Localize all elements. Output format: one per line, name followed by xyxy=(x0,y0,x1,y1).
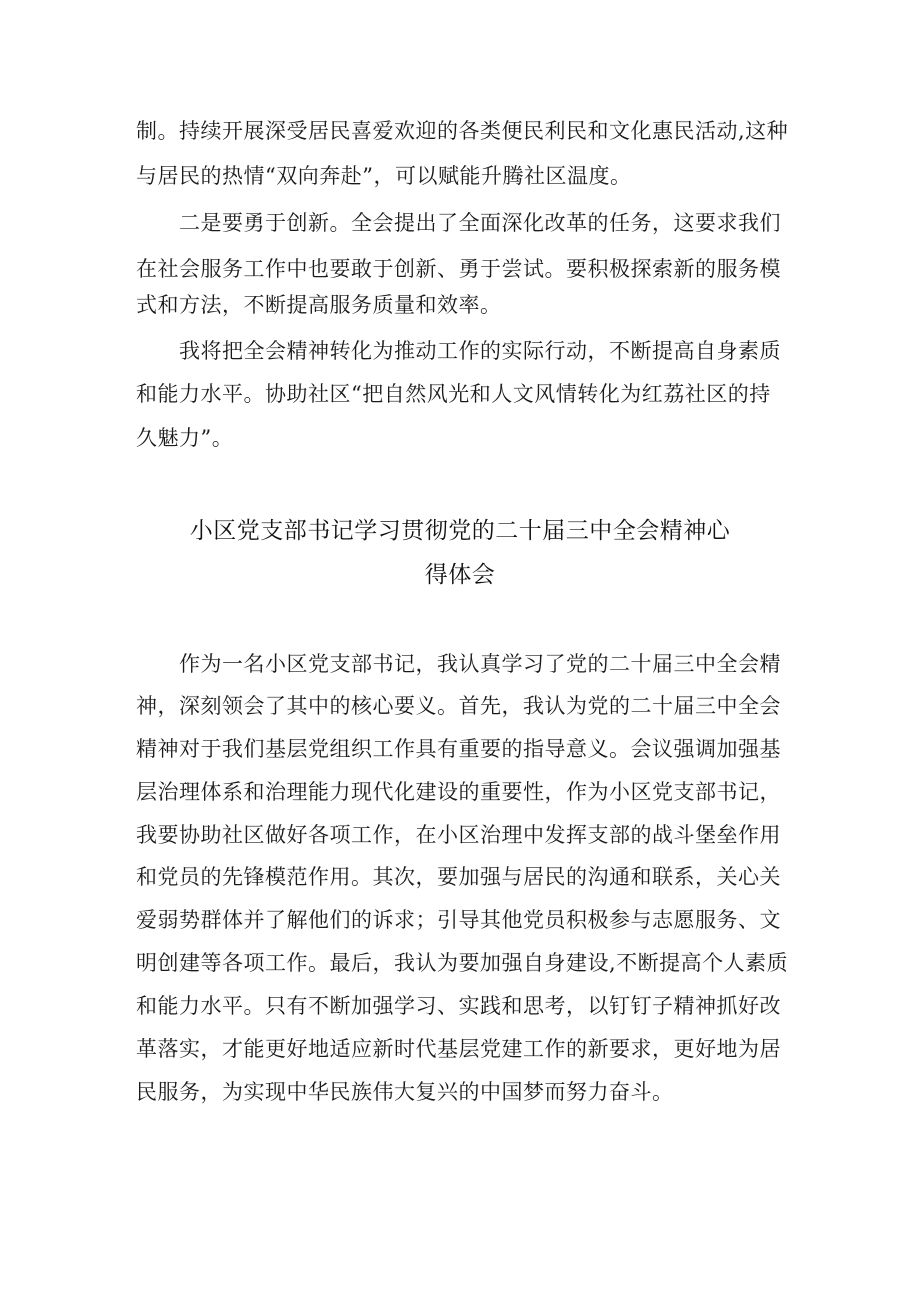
body-line: 层治理体系和治理能力现代化建设的重要性，作为小区党支部书记， xyxy=(136,780,781,804)
text-line: 久魅力”。 xyxy=(136,426,234,450)
body-line: 爱弱势群体并了解他们的诉求；引导其他党员积极参与志愿服务、文 xyxy=(136,908,781,932)
text-line: 式和方法，不断提高服务质量和效率。 xyxy=(136,293,502,317)
body-line: 革落实，才能更好地适应新时代基层党建工作的新要求，更好地为居 xyxy=(136,1037,781,1061)
article-title-line: 小区党支部书记学习贯彻党的二十届三中全会精神心 xyxy=(189,518,731,544)
text-line: 制。持续开展深受居民喜爱欢迎的各类便民利民和文化惠民活动,这种 xyxy=(136,119,789,143)
body-line: 神，深刻领会了其中的核心要义。首先，我认为党的二十届三中全会 xyxy=(136,694,781,718)
body-line: 精神对于我们基层党组织工作具有重要的指导意义。会议强调加强基 xyxy=(136,737,781,761)
text-line: 我将把全会精神转化为推动工作的实际行动，不断提高自身素质 xyxy=(136,339,781,363)
text-line: 在社会服务工作中也要敢于创新、勇于尝试。要积极探索新的服务模 xyxy=(136,257,781,281)
article-title-line: 得体会 xyxy=(424,562,496,588)
body-line: 民服务，为实现中华民族伟大复兴的中国梦而努力奋斗。 xyxy=(136,1080,674,1104)
body-line: 和党员的先锋模范作用。其次，要加强与居民的沟通和联系，关心关 xyxy=(136,865,781,889)
text-line: 和能力水平。协助社区“把自然风光和人文风情转化为红荔社区的持 xyxy=(136,382,771,406)
text-line: 二是要勇于创新。全会提出了全面深化改革的任务，这要求我们 xyxy=(136,211,781,235)
body-line: 明创建等各项工作。最后，我认为要加强自身建设,不断提高个人素质 xyxy=(136,951,789,975)
body-line: 和能力水平。只有不断加强学习、实践和思考，以钉钉子精神抓好改 xyxy=(136,994,781,1018)
body-line: 我要协助社区做好各项工作，在小区治理中发挥支部的战斗堡垒作用 xyxy=(136,823,781,847)
text-line: 与居民的热情“双向奔赴”，可以赋能升腾社区温度。 xyxy=(136,164,632,188)
body-line: 作为一名小区党支部书记，我认真学习了党的二十届三中全会精 xyxy=(136,652,781,676)
